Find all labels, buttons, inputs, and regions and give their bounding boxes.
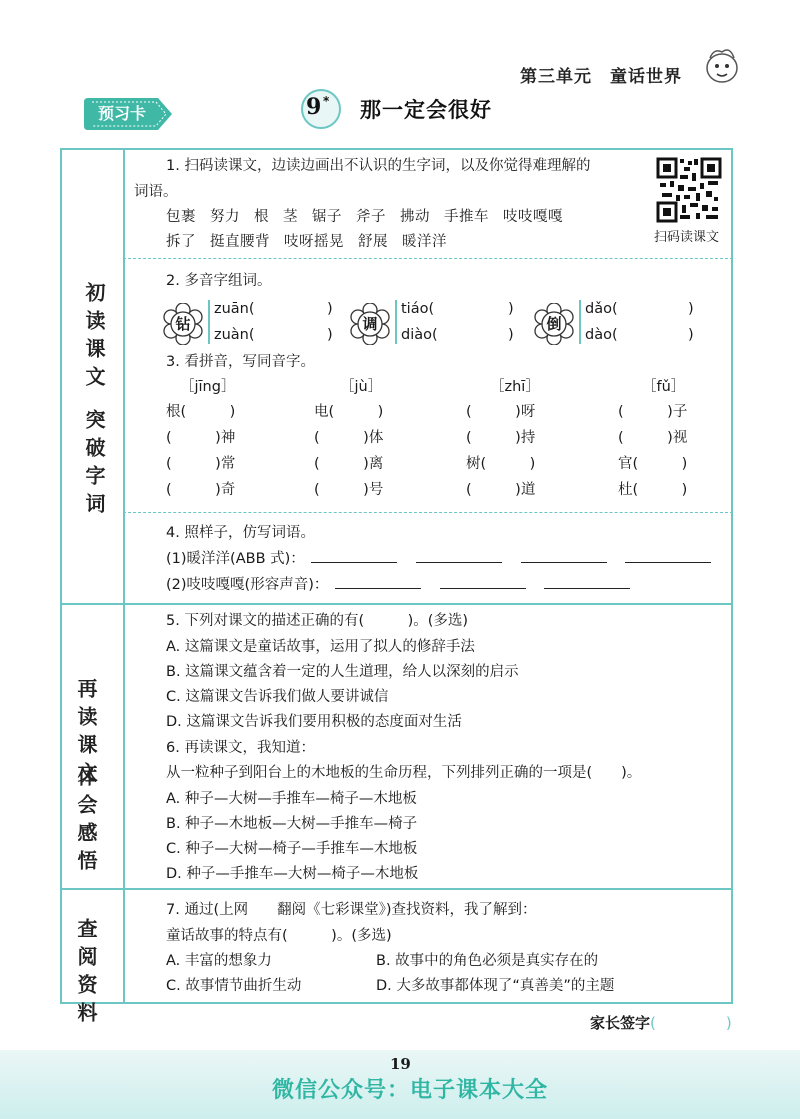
mascot-icon	[700, 44, 742, 86]
q5-option-c[interactable]: C. 这篇课文告诉我们做人要讲诚信	[166, 689, 389, 705]
q1-line2: 词语。	[134, 184, 178, 200]
brace	[579, 300, 583, 344]
homophone-blank[interactable]: 杜( )	[618, 482, 688, 498]
q7-option-c[interactable]: C. 故事情节曲折生动	[166, 978, 302, 994]
paren-close: )	[508, 301, 514, 317]
parent-signature-label: 家长签字	[590, 1014, 651, 1032]
vocab-word: 吱呀摇晃	[284, 234, 344, 250]
vocab-word: 拂动	[400, 209, 430, 225]
pinyin-option: tiáo(	[401, 301, 435, 317]
section-label-feel: 体会感悟	[74, 766, 98, 878]
q4-item-1	[166, 549, 711, 569]
homophone-blank[interactable]: ( )体	[314, 430, 384, 446]
q7-option-d[interactable]: D. 大多故事都体现了“真善美”的主题	[376, 978, 615, 994]
vocab-word: 努力	[210, 209, 240, 225]
paren-close: )	[508, 327, 514, 343]
homophone-blank[interactable]: 官( )	[618, 456, 688, 472]
brace	[208, 300, 212, 344]
vocab-word: 斧子	[356, 209, 386, 225]
homophone-blank[interactable]: ( )神	[166, 430, 236, 446]
homophone-blank[interactable]: 电( )	[314, 404, 384, 420]
vocab-word: 茎	[283, 209, 298, 225]
vocab-word: 根	[254, 209, 269, 225]
homophone-blank[interactable]: 树( )	[466, 456, 536, 472]
qr-code-icon[interactable]	[656, 157, 722, 223]
homophone-blank[interactable]: ( )视	[618, 430, 688, 446]
q1-word-row-1	[166, 207, 577, 227]
homophone-blank[interactable]: ( )奇	[166, 482, 236, 498]
paren-close: )	[327, 301, 333, 317]
paren-close: )	[725, 1014, 732, 1032]
q6-option-d[interactable]: D. 种子—手推车—大树—椅子—木地板	[166, 866, 419, 882]
paren-close: )	[327, 327, 333, 343]
vocab-word: 挺直腰背	[210, 234, 270, 250]
q4-item-1-label: (1)暖洋洋(ABB 式)：	[166, 551, 305, 567]
vocab-word: 吱吱嘎嘎	[503, 209, 563, 225]
homophone-blank[interactable]: ( )呀	[466, 404, 536, 420]
homophone-blank[interactable]: ( )号	[314, 482, 384, 498]
pinyin-header: ［jù］	[340, 379, 383, 395]
lesson-title: 那一定会很好	[360, 98, 492, 122]
paren-close: )	[688, 327, 694, 343]
section-divider	[123, 148, 125, 1004]
theme-label: 童话世界	[610, 67, 682, 87]
preview-tag	[84, 98, 174, 130]
answer-line[interactable]	[521, 549, 607, 563]
q5-title: 5. 下列对课文的描述正确的有( )。(多选)	[166, 613, 469, 629]
q4-title: 4. 照样子，仿写词语。	[166, 525, 315, 541]
q6-option-a[interactable]: A. 种子—大树—手推车—椅子—木地板	[166, 791, 417, 807]
lesson-star: *	[323, 94, 330, 108]
homophone-blank[interactable]: ( )道	[466, 482, 536, 498]
homophone-blank[interactable]: ( )常	[166, 456, 236, 472]
vocab-word: 手推车	[444, 209, 489, 225]
q6-stem: 从一粒种子到阳台上的木地板的生命历程，下列排列正确的一项是( )。	[166, 765, 642, 781]
vocab-word: 锯子	[312, 209, 342, 225]
q1-line1: 1. 扫码读课文，边读边画出不认识的生字词，以及你觉得难理解的	[166, 158, 591, 174]
pinyin-option: dào(	[585, 327, 618, 343]
pinyin-option: dǎo(	[585, 301, 618, 317]
pinyin-option: zuàn(	[214, 327, 255, 343]
q2-title: 2. 多音字组词。	[166, 273, 272, 289]
wechat-watermark: 微信公众号：电子课本大全	[272, 1078, 549, 1103]
answer-line[interactable]	[311, 549, 397, 563]
q4-item-2-label: (2)吱吱嘎嘎(形容声音)：	[166, 577, 329, 593]
unit-label: 第三单元	[520, 67, 592, 87]
pinyin-header: ［zhī］	[490, 379, 540, 395]
q6-option-b[interactable]: B. 种子—木地板—大树—手推车—椅子	[166, 816, 418, 832]
q5-option-d[interactable]: D. 这篇课文告诉我们要用积极的态度面对生活	[166, 714, 462, 730]
q6-option-c[interactable]: C. 种子—大树—椅子—手推车—木地板	[166, 841, 418, 857]
homophone-blank[interactable]: ( )持	[466, 430, 536, 446]
q7-option-a[interactable]: A. 丰富的想象力	[166, 953, 272, 969]
pinyin-header: ［jīng］	[180, 379, 236, 395]
polyphone-char: 钻	[175, 315, 191, 333]
q3-title: 3. 看拼音，写同音字。	[166, 354, 315, 370]
q7-stem: 童话故事的特点有( )。(多选)	[166, 928, 392, 944]
q5-option-b[interactable]: B. 这篇课文蕴含着一定的人生道理，给人以深刻的启示	[166, 664, 519, 680]
paren-open: (	[650, 1014, 656, 1032]
pinyin-option: zuān(	[214, 301, 255, 317]
row-divider	[123, 258, 733, 259]
answer-line[interactable]	[335, 575, 421, 589]
vocab-word: 舒展	[358, 234, 388, 250]
qr-code-label: 扫码读课文	[654, 230, 720, 245]
answer-line[interactable]	[416, 549, 502, 563]
lesson-number: 9	[306, 94, 322, 120]
page-number: 19	[390, 1055, 411, 1073]
q7-title: 7. 通过(上网 翻阅《七彩课堂》)查找资料，我了解到：	[166, 902, 537, 918]
q1-word-row-2	[166, 232, 461, 252]
brace	[395, 300, 399, 344]
polyphone-char: 倒	[546, 315, 562, 333]
answer-line[interactable]	[625, 549, 711, 563]
unit-title	[520, 62, 700, 87]
section-label-lookup: 查阅资料	[74, 918, 98, 1030]
pinyin-header: ［fǔ］	[642, 379, 686, 395]
q4-item-2	[166, 575, 630, 595]
q5-option-a[interactable]: A. 这篇课文是童话故事，运用了拟人的修辞手法	[166, 639, 475, 655]
section-divider-h	[60, 888, 733, 890]
q7-option-b[interactable]: B. 故事中的角色必须是真实存在的	[376, 953, 599, 969]
paren-close: )	[688, 301, 694, 317]
section-label-reading: 初读课文 突破字词	[82, 282, 106, 521]
answer-line[interactable]	[440, 575, 526, 589]
parent-signature[interactable]	[590, 1012, 732, 1033]
answer-line[interactable]	[544, 575, 630, 589]
vocab-word: 暖洋洋	[402, 234, 447, 250]
section-label-reread: 再读课文	[74, 678, 98, 790]
pinyin-option: diào(	[401, 327, 438, 343]
polyphone-char: 调	[362, 315, 378, 333]
homophone-blank[interactable]: ( )子	[618, 404, 688, 420]
vocab-word: 包裹	[166, 209, 196, 225]
homophone-blank[interactable]: ( )离	[314, 456, 384, 472]
q6-title: 6. 再读课文，我知道：	[166, 740, 315, 756]
preview-tag-label: 预习卡	[97, 104, 146, 123]
homophone-blank[interactable]: 根( )	[166, 404, 236, 420]
row-divider	[123, 512, 733, 513]
section-divider-h	[60, 603, 733, 605]
vocab-word: 拆了	[166, 234, 196, 250]
